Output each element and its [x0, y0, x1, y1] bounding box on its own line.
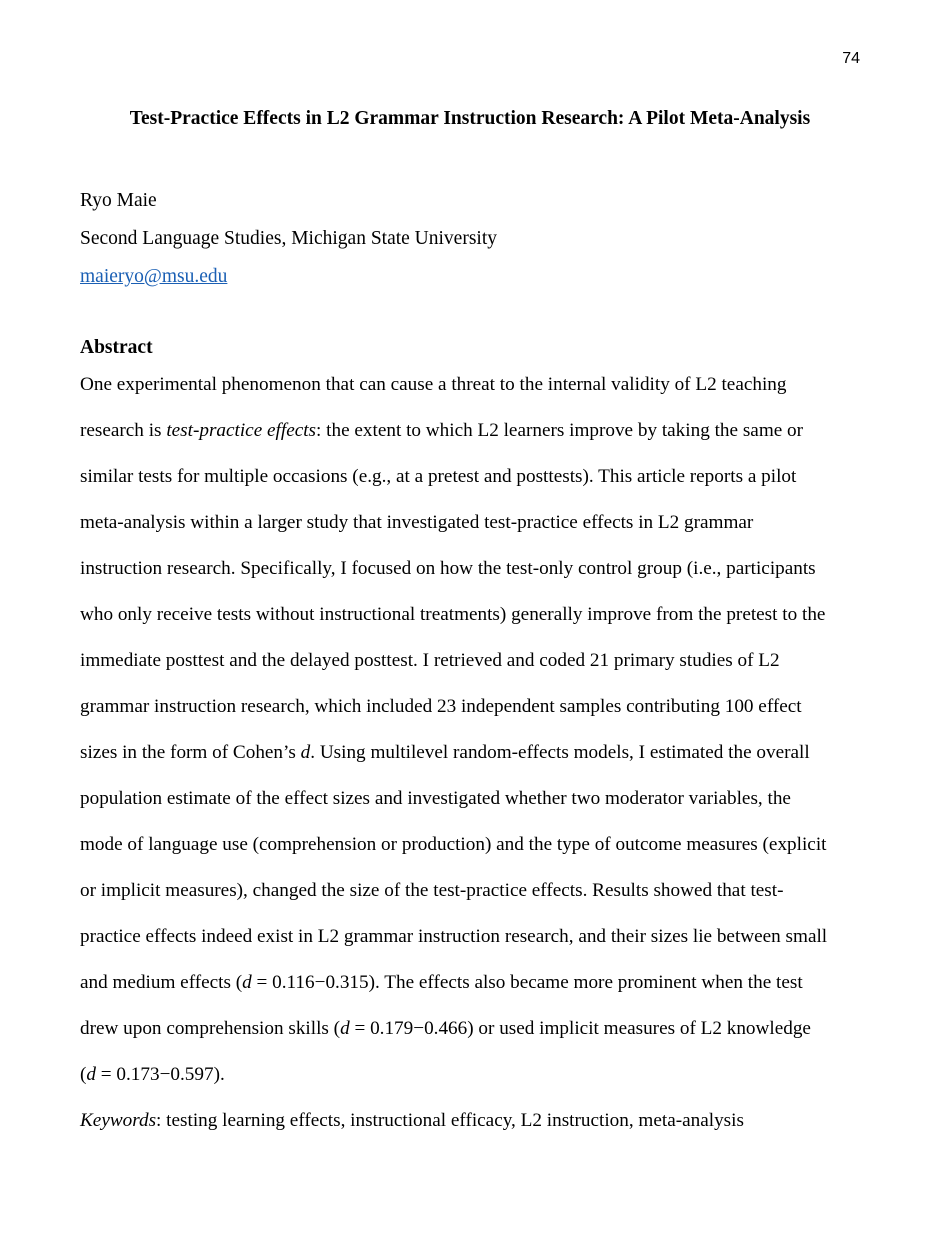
abstract-line [80, 408, 870, 454]
abstract-italic-text: d [300, 742, 311, 763]
abstract-line [80, 776, 870, 822]
abstract-italic-text: test-practice effects [166, 420, 317, 441]
abstract-italic-text: d [242, 972, 252, 993]
abstract-text: and medium effects ( [80, 972, 243, 993]
keywords-label: Keywords [80, 1110, 157, 1131]
abstract-text: mode of language use (comprehension or production) and the type of outcome measures (explicit [80, 834, 827, 855]
author-email-link[interactable]: maieryo@msu.edu [80, 266, 228, 287]
abstract-line [80, 546, 870, 592]
author-name: Ryo Maie [80, 190, 157, 211]
abstract-text: meta-analysis within a larger study that investigated test-practice effects in L2 grammar [80, 512, 754, 533]
abstract-line [80, 592, 870, 638]
abstract-line [80, 684, 870, 730]
abstract-line [80, 362, 870, 408]
abstract-line [80, 1052, 870, 1098]
abstract-italic-text: d [86, 1064, 96, 1085]
author-block [80, 182, 497, 296]
abstract-text: who only receive tests without instructional treatments) generally improve from the pretest to the [80, 604, 826, 625]
abstract-heading: Abstract [80, 337, 153, 358]
abstract-text: One experimental phenomenon that can cause a threat to the internal validity of L2 teaching [80, 374, 787, 395]
abstract-line [80, 454, 870, 500]
abstract-line [80, 960, 870, 1006]
abstract-text: = 0.173−0.597). [95, 1064, 225, 1085]
abstract-text: research is [80, 420, 167, 441]
abstract-text: population estimate of the effect sizes and investigated whether two moderator variables, the [80, 788, 791, 809]
abstract-text: = 0.116−0.315). The effects also became more prominent when the test [251, 972, 803, 993]
abstract-body [80, 362, 870, 1098]
paper-title: Test-Practice Effects in L2 Grammar Instruction Research: A Pilot Meta-Analysis [129, 108, 811, 129]
abstract-line [80, 500, 870, 546]
abstract-text: immediate posttest and the delayed posttest. I retrieved and coded 21 primary studies of L2 [80, 650, 780, 671]
abstract-line [80, 1006, 870, 1052]
abstract-text: sizes in the form of Cohen’s [80, 742, 301, 763]
abstract-line [80, 730, 870, 776]
abstract-text: ( [80, 1064, 87, 1085]
abstract-line [80, 914, 870, 960]
keywords-line [80, 1109, 744, 1133]
abstract-italic-text: d [340, 1018, 350, 1039]
keywords-text: : testing learning effects, instructional efficacy, L2 instruction, meta-analysis [156, 1110, 744, 1131]
abstract-line [80, 868, 870, 914]
abstract-text: grammar instruction research, which included 23 independent samples contributing 100 effect [80, 696, 802, 717]
abstract-text: = 0.179−0.466) or used implicit measures of L2 knowledge [349, 1018, 811, 1039]
author-affiliation: Second Language Studies, Michigan State University [80, 228, 498, 249]
abstract-text: drew upon comprehension skills ( [80, 1018, 341, 1039]
abstract-line [80, 822, 870, 868]
abstract-text: practice effects indeed exist in L2 grammar instruction research, and their sizes lie between small [80, 926, 828, 947]
abstract-line [80, 638, 870, 684]
abstract-text: or implicit measures), changed the size of the test-practice effects. Results showed that test- [80, 880, 784, 901]
abstract-text: : the extent to which L2 learners improve by taking the same or [316, 420, 804, 441]
abstract-text: instruction research. Specifically, I focused on how the test-only control group (i.e., participants [80, 558, 816, 579]
abstract-text: similar tests for multiple occasions (e.g., at a pretest and posttests). This article reports a pilot [80, 466, 797, 487]
abstract-text: . Using multilevel random-effects models, I estimated the overall [310, 742, 810, 763]
page-number: 74 [842, 50, 860, 67]
